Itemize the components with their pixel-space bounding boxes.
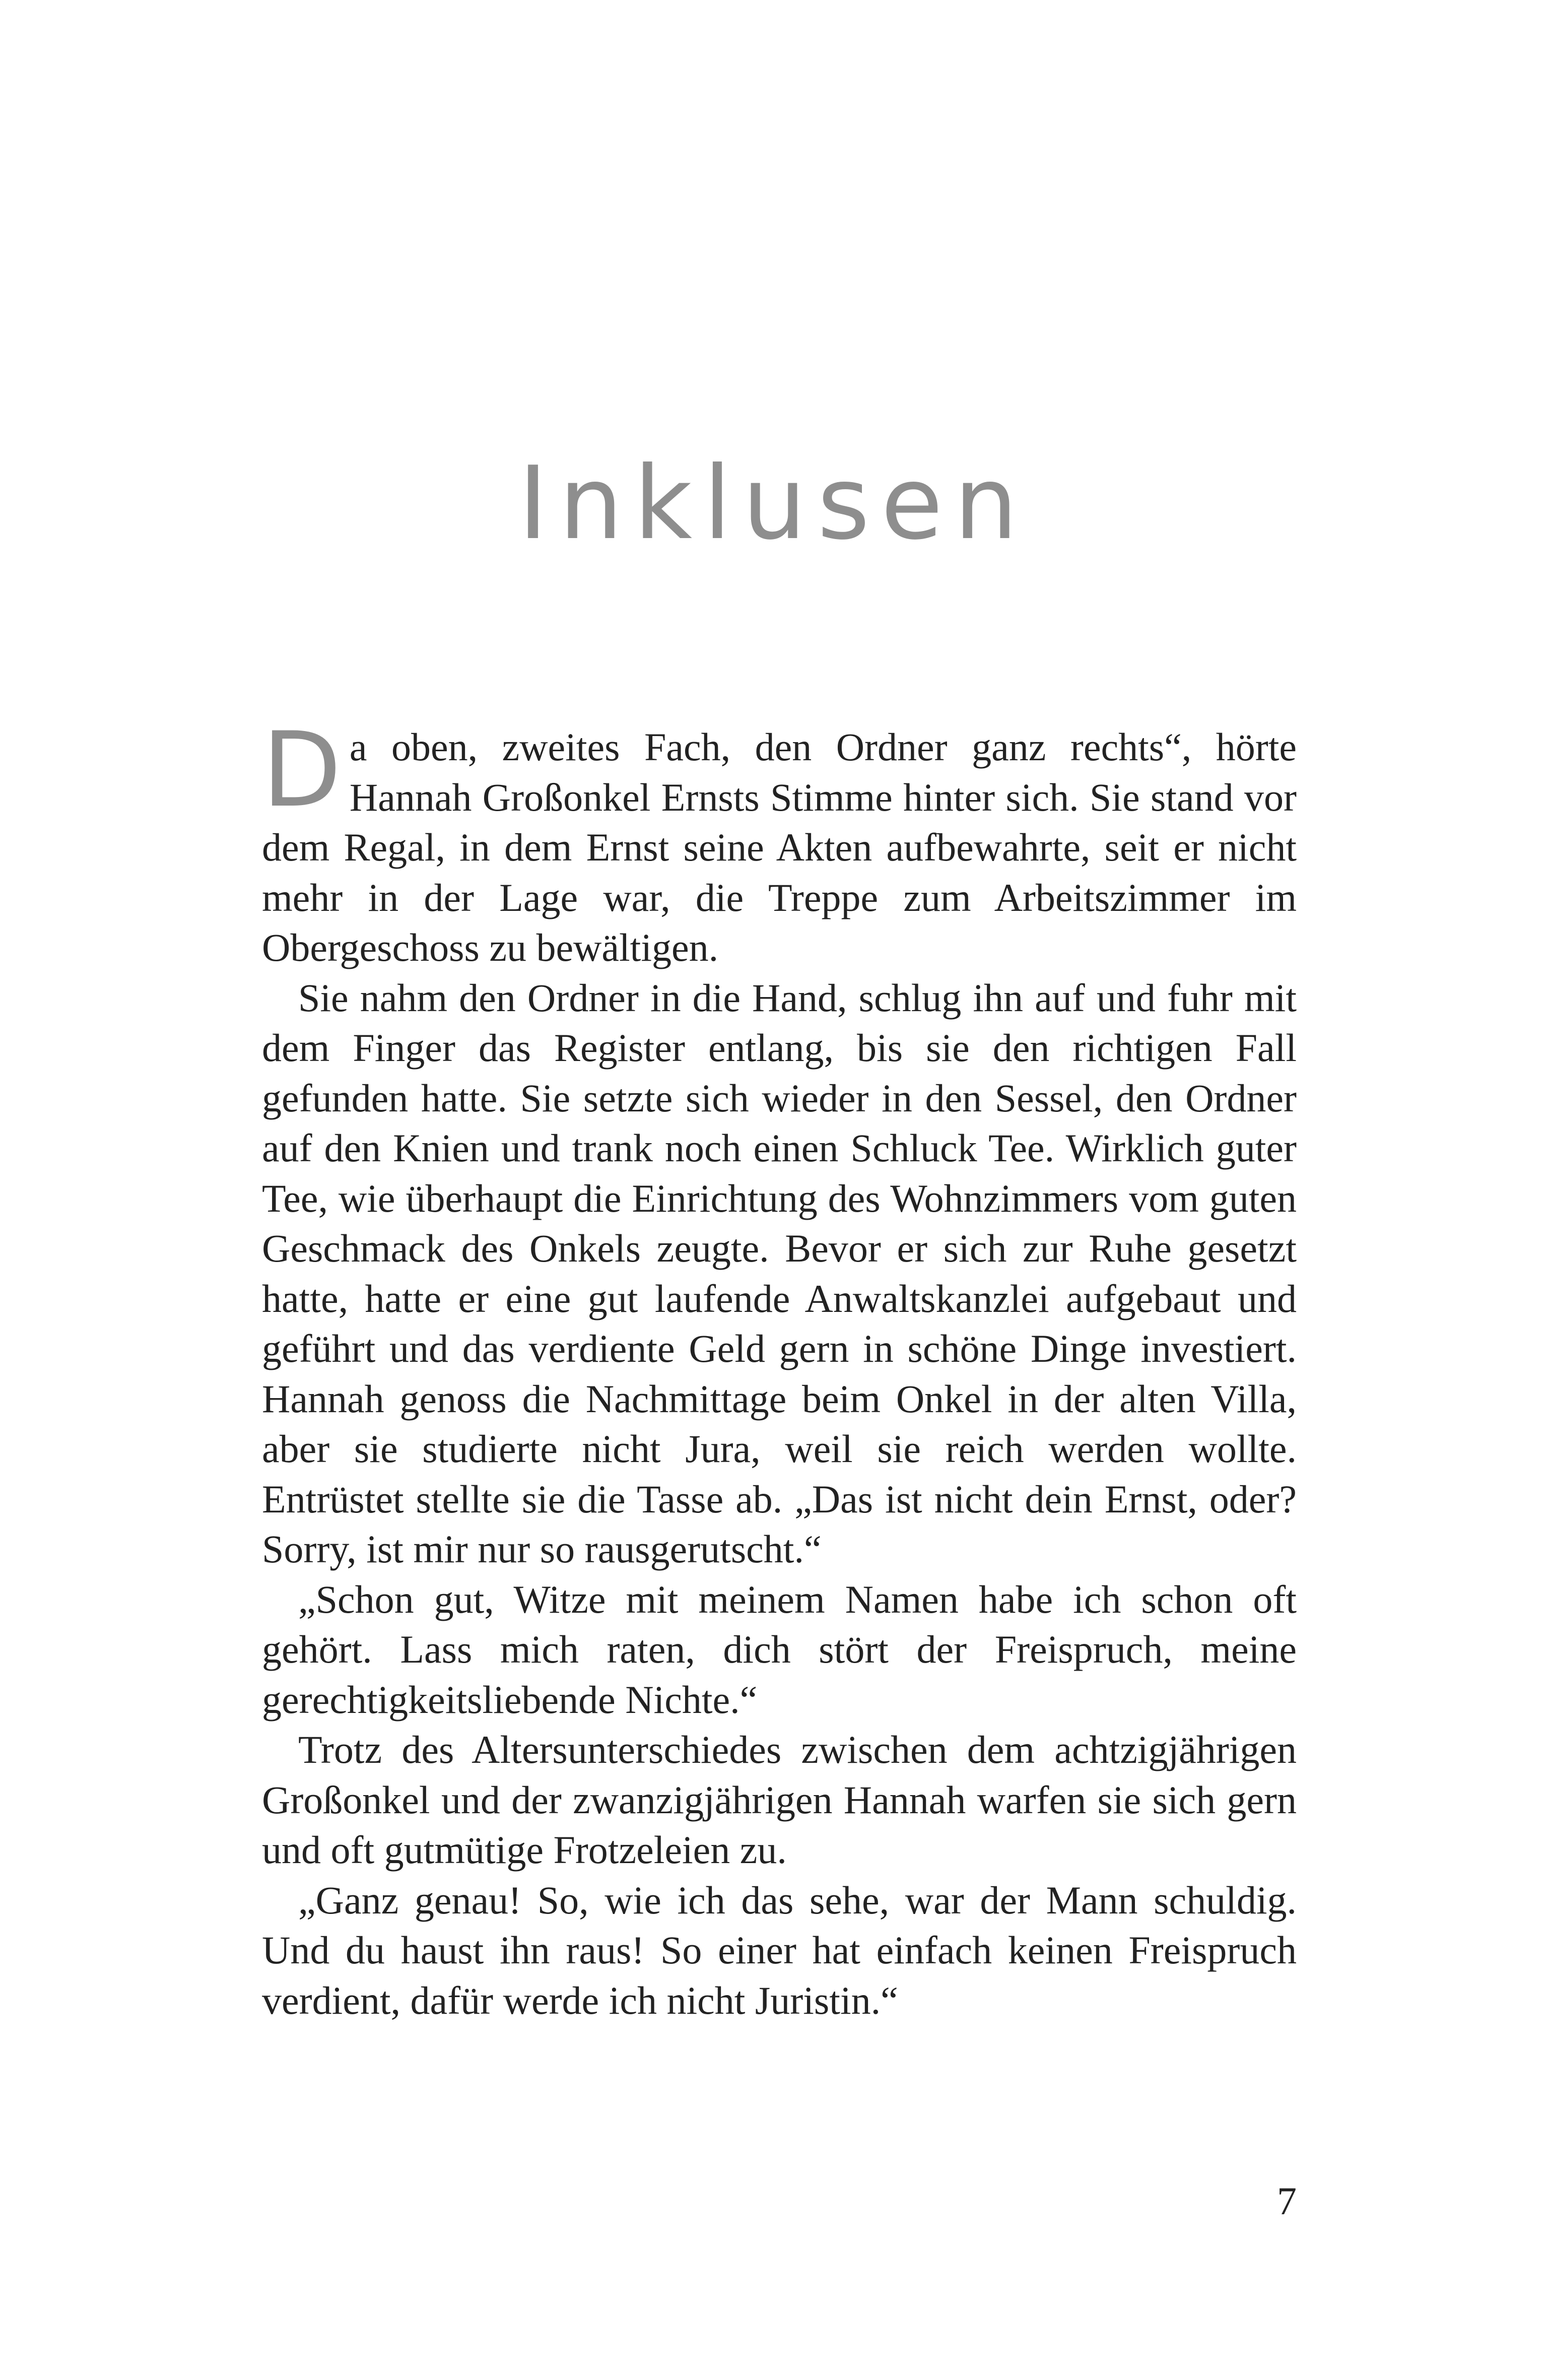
paragraph-1 [262, 710, 1297, 973]
page-number: 7 [1277, 2179, 1297, 2223]
drop-cap: D [262, 710, 342, 830]
paragraph-2: Sie nahm den Ordner in die Hand, schlug ihn auf und fuhr mit dem Finger das Register entlang, bis sie den richtigen Fall gefunden hatte. Sie setzte sich wieder in den Sessel, den Ordner auf den Knien und trank noch einen Schluck Tee. Wirklich guter Tee, wie überhaupt die Einrichtung des Wohnzimmers vom guten Geschmack des Onkels zeugte. Bevor er sich zur Ruhe gesetzt hatte, hatte er eine gut laufende Anwaltskanzlei aufgebaut und geführt und das verdiente Geld gern in schöne Dinge investiert. Hannah genoss die Nachmittage beim Onkel in der alten Villa, aber sie studierte nicht Jura, weil sie reich werden wollte. Entrüstet stellte sie die Tasse ab. „Das ist nicht dein Ernst, oder? Sorry, ist mir nur so rausgerutscht.“ [262, 975, 1297, 1571]
paragraph-text: a oben, zweites Fach, den Ordner ganz rechts“, hörte Hannah Großonkel Ernsts Stimme hinter sich. Sie stand vor dem Regal, in dem Ernst seine Akten aufbewahrte, seit er nicht mehr in der Lage war, die Treppe zum Arbeitszimmer im Obergeschoss zu bewältigen. [262, 725, 1297, 969]
chapter-title: Inklusen [518, 445, 1029, 562]
paragraph-4: Trotz des Altersunterschiedes zwischen dem achtzigjährigen Großonkel und der zwanzigjährigen Hannah warfen sie sich gern und oft gutmütige Frotzeleien zu. [262, 1728, 1297, 1872]
paragraph-3: „Schon gut, Witze mit meinem Namen habe ich schon oft gehört. Lass mich raten, dich stört der Freispruch, meine gerechtigkeitsliebende Nichte.“ [262, 1577, 1297, 1722]
paragraph-5: „Ganz genau! So, wie ich das sehe, war der Mann schuldig. Und du haust ihn raus! So einer hat einfach keinen Freispruch verdient, dafür werde ich nicht Juristin.“ [262, 1878, 1297, 2022]
chapter-body [262, 710, 1297, 2025]
